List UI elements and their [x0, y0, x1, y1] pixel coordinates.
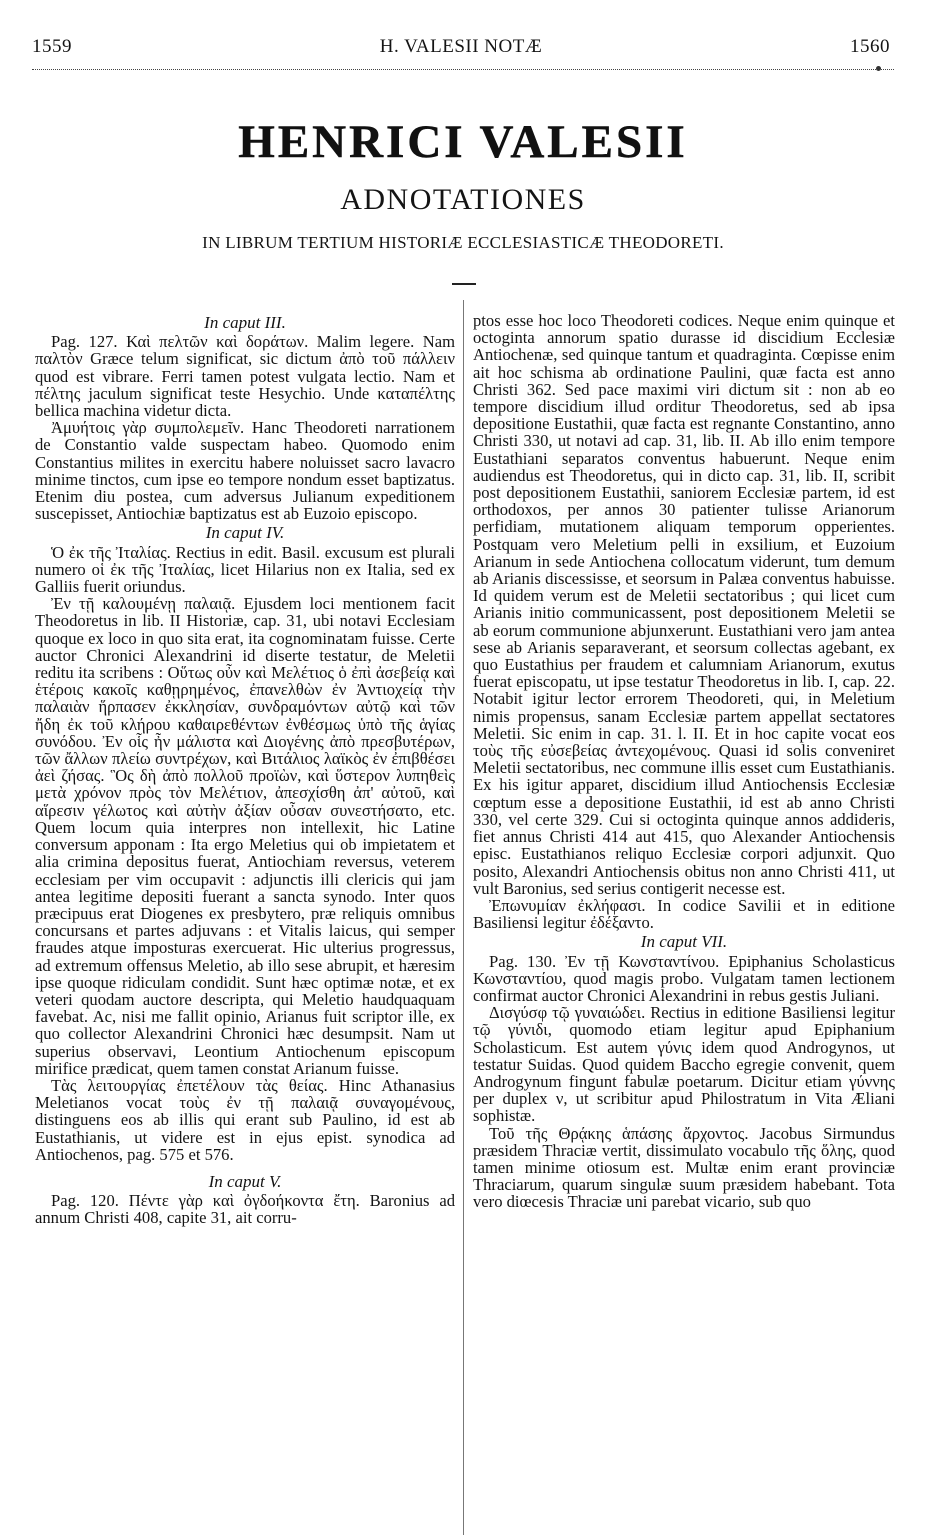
note-paragraph: Ἀμυήτοις γὰρ συμπολεμεῖν. Hanc Theodoreti narrationem de Constantio valde suspectam habeo. Quomodo enim Constantius milites in exercitu habere noluisset sacro lavacro minime tinctos, cum ipse eo tempore nondum esset baptizatus. Etenim diu postea, cum adversus Julianum expeditionem suscepisset, Antiochiæ baptizatus est ab Euzoio episcopo.: [35, 418, 455, 524]
note-paragraph: Ὁ ἐκ τῆς Ἰταλίας. Rectius in edit. Basil. excusum est plurali numero οἱ ἐκ τῆς Ἰταλίας, licet Hilarius non ex Italia, sed ex Galliis fuerit oriundus.: [35, 542, 455, 597]
note-paragraph: Τὰς λειτουργίας ἐπετέλουν τὰς θείας. Hinc Athanasius Meletianos vocat τοὺς ἐν τῇ παλαιᾷ συναγομένους, distinguens eos ab illis qui erant sub Paulino, id est ab Eustathianis, ut videre est in ejus epist. synodica ad Antiochenos, pag. 575 et 576.: [35, 1075, 455, 1164]
page-number-left: 1559: [32, 36, 72, 57]
right-column: [473, 312, 895, 1211]
section-heading: In caput III.: [204, 313, 286, 332]
note-paragraph: Pag. 120. Πέντε γὰρ καὶ ὀγδοήκοντα ἔτη. Baronius ad annum Christi 408, capite 31, ait corru-: [35, 1191, 455, 1228]
note-paragraph: Pag. 130. Ἐν τῇ Κωνσταντίνου. Epiphanius Scholasticus Κωνσταντίου, quod magis probo. Vulgatam tamen lectionem confirmat auctor Chronici Alexandrini in rebus gestis Juliani.: [473, 951, 895, 1005]
note-paragraph: Δισγύσφ τῷ γυναιώδει. Rectius in editione Basiliensi legitur τῷ γύνιδι, quomodo etiam legitur apud Epiphanium Scholasticum. Est autem γύνις idem quod Androgynos, ut testatur Suidas. Quod quidem Baccho egregie convenit, quem Androgynum fingunt fabulæ poetarum. Dicitur etiam γύννης per duplex ν, ut scribitur apud Philostratum in Vita Æliani sophistæ.: [473, 1003, 895, 1126]
header-rule-dot: [876, 66, 881, 71]
note-paragraph: ptos esse hoc loco Theodoreti codices. Neque enim quinque et octoginta annorum spatio durasse id discidium Ecclesiæ Antiochenæ, sed quinque tantum et quadraginta. Cœpisse enim ait hoc schisma ab ordinatione Paulini, quæ facta est anno Christi 362. Sed pace maximi viri dictum sit : non ab eo tempore discidium illud orditur Theodoretus, sed ab ipsa depositione Eustathii, quæ facta est regnante Constantino, anno Christi 330, ut notavi ad cap. 31, lib. II. Ab illo enim tempore Eustathiani separatos conventus habuerunt. Neque enim audiendus est Theodoretus, qui in dicto cap. 31, lib. II, scribit post depositionem Eustathii, saniorem Ecclesiæ partem, id est orthodoxos, per annos 30 patienter tulisse Arianorum perfidiam, mutationem aliquam temporum opperientes. Postquam vero Meletium pelli in exsilium, et Euzoium Arianum in sede Antiochena collocatum viderunt, tum demum ab Arianis discessisse, et seorsum in Palæa conventus habuisse. Id quidem verum est de Meletii sectatoribus ; qui licet cum Arianis initio communicassent, post depositionem Meletii se ab eorum communione abjunxerunt. Eustathiani vero jam antea sese ab Arianis separaverant, et seorsum collectas agebant, ex quo Eustathius per fraudem et calumniam Arianorum, exutus fuerat episcopatu, ut ipse testatur Theodoretus in lib. I, cap. 22. Notabit igitur lector errorem Theodoreti, qui, in Meletium nimis propensus, sanam Ecclesiæ partem appellat sectatores Meletii. Sic enim in cap. 31. l. II. Et in hoc capite vocat eos τοὺς τῆς εὐσεβείας ἀντεχομένους. Quasi id solis conveniret Meletii sectatoribus, nec commune illis esset cum Eustathianis. Ex his igitur apparet, discidium illud Antiochensis Ecclesiæ cœptum esse a depositione Eustathii, id est ab anno Christi 330, vel certe 329. Cui si octoginta quinque annos addideris, fiet annus Christi 414 aut 415, quo Alexander Antiochensis episc. Eustathianos reliquo Ecclesiæ corpori adjunxit. Quo posito, Alexandri Antiochensis obitus non anno Christi 411, ut vult Baronius, sed serius contigerit necesse est.: [473, 311, 895, 898]
section-heading: In caput IV.: [205, 523, 285, 543]
title-dash: [452, 283, 476, 285]
note-paragraph: Ἐν τῇ καλουμένῃ παλαιᾷ. Ejusdem loci mentionem facit Theodoretus in lib. II Historiæ, cap. 31, ubi notavi Ecclesiam quoque ex loco in quo sita erat, ita cognominatam fuisse. Certe auctor Chronici Alexandrini id diserte testatur, de Meletii reditu ita scribens : Οὕτως οὖν καὶ Μελέτιος ὁ ἐπὶ ἀσεβείᾳ καὶ ἑτέροις κακοῖς καθῃρημένος, ἐπανελθὼν ἐν Ἀντιοχείᾳ τὴν παλαιὰν ἥρπασεν ἐκκλησίαν, συνδραμόντων αὐτῷ καὶ τῶν ἤδη ἐκ τοῦ κλήρου καθαιρεθέντων ἐνθέσμως ὑπὸ τῆς ἁγίας συνόδου. Ἐν οἷς ἦν μάλιστα καὶ Διογένης ἀπὸ πρεσβυτέρων, τῶν ἄλλων πλείω συντρέχων, καὶ Βιτάλιος λαϊκὸς ἐν ἐπιβθέσει ἀεὶ ζήσας. Ὃς δὴ ἀπὸ πολλοῦ προϊὼν, καὶ ὕστερον λυπηθεὶς μετὰ χρόνον πρὸς τὸν Μελέτιον, ἀπεσχίσθη ἀπ' αὐτοῦ, καὶ αἵρεσιν γέλωτος καὶ αὐτὴν ἀξίαν οὖσαν συνεστήσατο, etc. Quem locum quia interpres non intellexit, hic Latine conversum apponam : Ita ergo Meletius qui ob impietatem et alia crimina depositus fuerat, Antiochiam reversus, veterem ecclesiam per vim occupavit : adjunctis illi clericis qui jam antea legitime depositi fuerant a sancta synodo. Inter quos præcipuus erat Diogenes ex presbytero, præ reliquis omnibus concursans et partes adjuvans : et Vitalis laicus, qui semper fraudes atque imposturas exercuerat. Hic ulterius progressus, ad extremum offensus Meletio, ab illo sese abrupit, et hæresim ipse quoque ridiculam condidit. Sunt hæc optimæ notæ, et ex veteri quodam auctore descripta, qui Meletio haudquaquam favebat. Ac, nisi me fallit opinio, Arianus fuit scriptor ille, ex quo collector Alexandrini Chronici hæc desumpsit. Nam ut superius observavi, Leontium Antiochenum episcopum mirifice prædicat, quem tamen constat Arianum fuisse.: [35, 594, 455, 1078]
running-title: H. VALESII NOTÆ: [379, 36, 543, 57]
header-rule: [32, 69, 894, 70]
sub-title: ADNOTATIONES: [340, 183, 586, 216]
note-paragraph: Pag. 127. Καὶ πελτῶν καὶ δοράτων. Malim legere. Nam παλτὸν Græce telum significat, sic dictum ἀπὸ τοῦ πάλλειν quod est vibrare. Ferri tamen potest vulgata lectio. Nam et πέλτης jaculum significat teste Hesychio. Unde καταπέλτης bellica machina videtur dicta.: [35, 332, 455, 421]
column-divider: [463, 300, 464, 1535]
section-heading: In caput V.: [208, 1171, 282, 1191]
section-heading: In caput VII.: [640, 932, 728, 952]
book-subtitle: IN LIBRUM TERTIUM HISTORIÆ ECCLESIASTICÆ THEODORETI.: [202, 233, 724, 252]
page-number-right: 1560: [850, 36, 890, 57]
note-paragraph: Ἐπωνυμίαν ἐκλήφασι. In codice Savilii et in editione Basiliensi legitur ἐδέξαντο.: [473, 895, 895, 933]
main-title: HENRICI VALESII: [238, 116, 688, 168]
left-column: [35, 312, 455, 1227]
running-head: [32, 36, 890, 60]
note-paragraph: Τοῦ τῆς Θρᾴκης ἁπάσης ἄρχοντος. Jacobus Sirmundus præsidem Thraciæ vertit, dissimulato vocabulo τῆς ὅλης, quod tamen minime otiosum est. Multæ enim erant provinciæ Thraciarum, quarum singulæ suum præsidem habebant. Tota vero diœcesis Thraciæ uni parebat vicario, sub quo: [473, 1123, 895, 1212]
title-block: [32, 112, 894, 254]
